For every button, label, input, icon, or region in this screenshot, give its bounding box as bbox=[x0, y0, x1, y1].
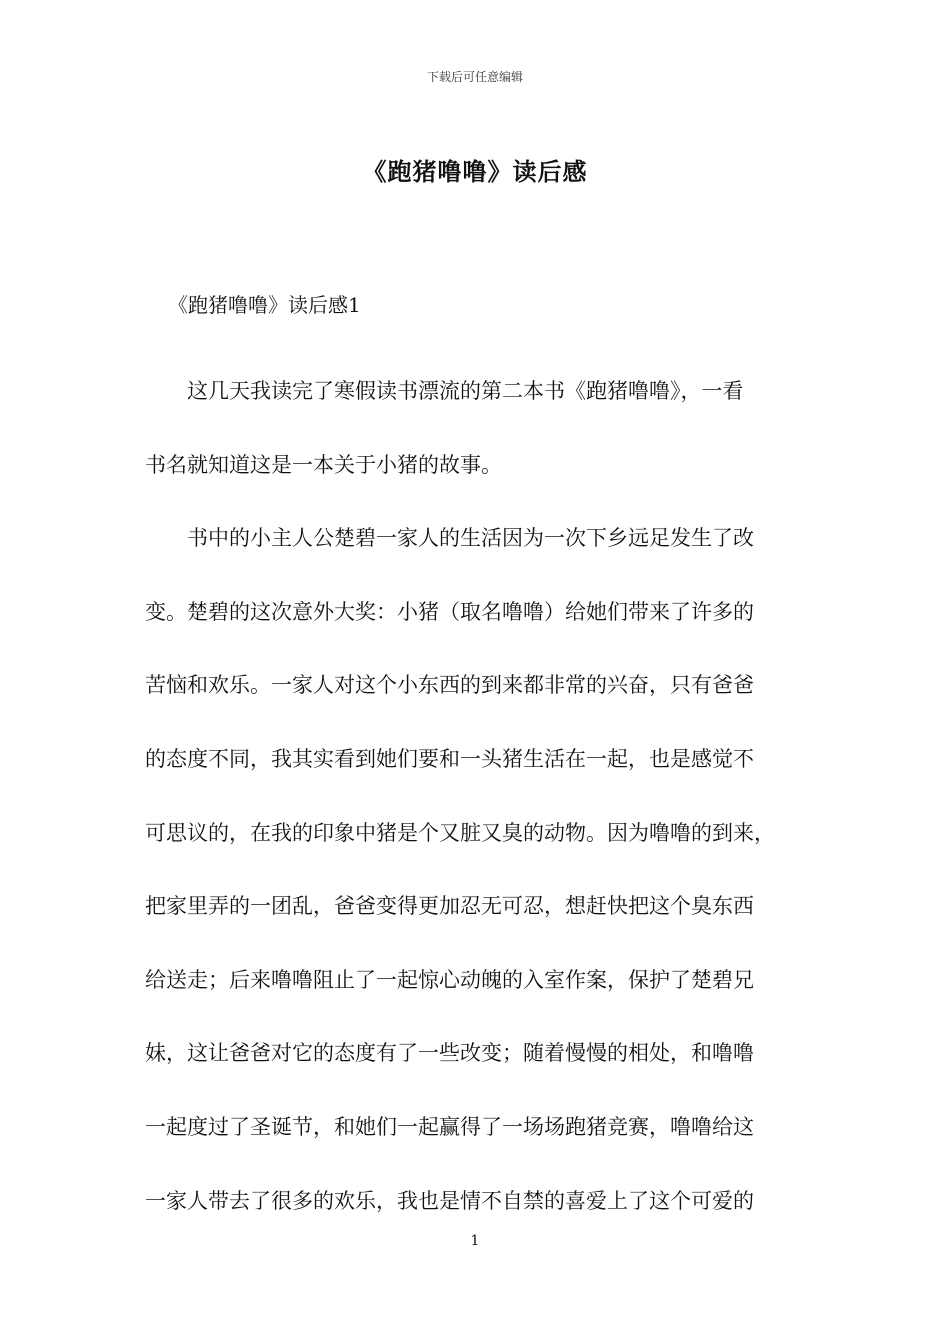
paragraph-line: 把家里弄的一团乱，爸爸变得更加忍无可忍，想赶快把这个臭东西 bbox=[145, 894, 754, 919]
paragraph-line: 书名就知道这是一本关于小猪的故事。 bbox=[145, 452, 502, 477]
paragraph-line: 一起度过了圣诞节，和她们一起赢得了一场场跑猪竞赛，噜噜给这 bbox=[145, 1114, 754, 1139]
header-note: 下载后可任意编辑 bbox=[426, 70, 523, 84]
page-number: 1 bbox=[470, 1233, 480, 1249]
paragraph-1 bbox=[145, 355, 825, 502]
paragraph-line: 妹，这让爸爸对它的态度有了一些改变；随着慢慢的相处，和噜噜 bbox=[145, 1041, 754, 1066]
paragraph-line: 这几天我读完了寒假读书漂流的第二本书《跑猪噜噜》，一看 bbox=[187, 379, 744, 403]
paragraph-line: 可思议的，在我的印象中猪是个又脏又臭的动物。因为噜噜的到来， bbox=[145, 820, 775, 845]
document-title: 《跑猪噜噜》读后感 bbox=[362, 157, 588, 186]
paragraph-line: 的态度不同，我其实看到她们要和一头猪生活在一起，也是感觉不 bbox=[145, 746, 754, 771]
body-text bbox=[145, 355, 825, 1238]
section-heading: 《跑猪噜噜》读后感1 bbox=[168, 293, 361, 317]
paragraph-line: 给送走；后来噜噜阻止了一起惊心动魄的入室作案，保护了楚碧兄 bbox=[145, 967, 754, 992]
paragraph-2 bbox=[145, 502, 825, 1238]
paragraph-line: 苦恼和欢乐。一家人对这个小东西的到来都非常的兴奋，只有爸爸 bbox=[145, 673, 754, 698]
paragraph-line: 一家人带去了很多的欢乐，我也是情不自禁的喜爱上了这个可爱的 bbox=[145, 1188, 754, 1213]
paragraph-line: 变。楚碧的这次意外大奖：小猪（取名噜噜）给她们带来了许多的 bbox=[145, 599, 754, 624]
paragraph-line: 书中的小主人公楚碧一家人的生活因为一次下乡远足发生了改 bbox=[187, 526, 754, 551]
